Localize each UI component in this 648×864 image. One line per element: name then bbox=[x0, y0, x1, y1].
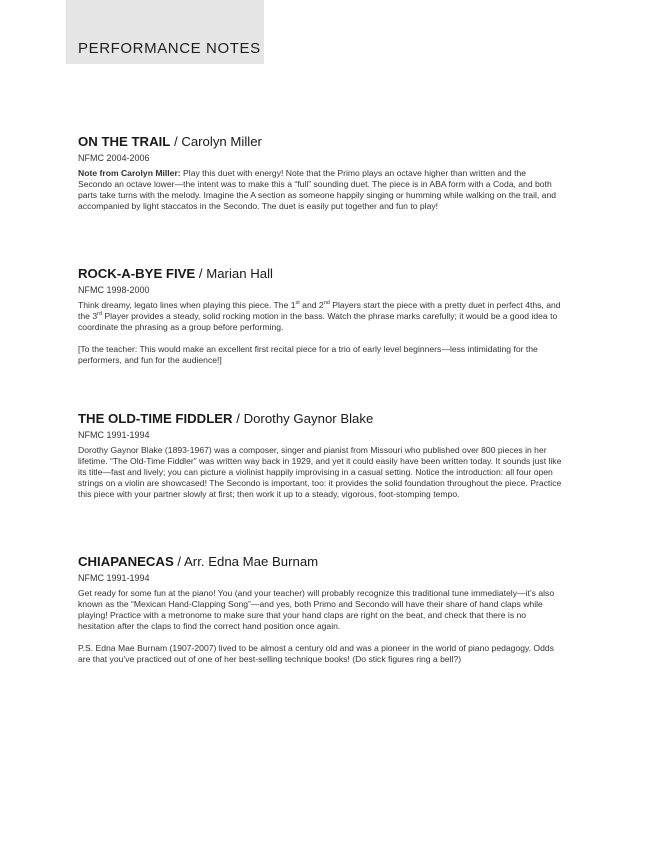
piece-title: ON THE TRAIL bbox=[78, 134, 171, 149]
piece-heading bbox=[78, 266, 562, 282]
heading-separator: / bbox=[195, 266, 207, 281]
piece-heading bbox=[78, 554, 562, 570]
piece-notes: Dorothy Gaynor Blake (1893-1967) was a composer, singer and pianist from Missouri who published over 800 pieces in her lifetime. “The Old-Time Fiddler” was written way back in 1929, and yet it could easily have been written today. It sounds just like its title—fast and lively; you can picture a violinist happily improvising in a casual setting. Notice the introduction: all four open strings on a violin are showcased! The Secondo is important, too: it provides the solid foundation throughout the piece. Practice this piece with your partner slowly at first; then work it up to a steady, vigorous, foot-stomping tempo. bbox=[78, 445, 562, 499]
notes-text: Players start the piece with a pretty duet in perfect 4ths, and the 3 bbox=[78, 300, 561, 321]
piece-on-the-trail bbox=[78, 134, 562, 212]
postscript-note: P.S. Edna Mae Burnam (1907-2007) lived to be almost a century old and was a pioneer in the world of piano pedagogy. Odds are that you’ve practiced out of one of her best-selling technique books! (Do stick figures ring a bell?) bbox=[78, 643, 554, 664]
nfmc-code: NFMC 1998-2000 bbox=[78, 285, 150, 295]
ordinal-suffix: rd bbox=[97, 311, 103, 318]
piece-rock-a-bye-five bbox=[78, 266, 562, 366]
piece-old-time-fiddler bbox=[78, 411, 562, 500]
piece-chiapanecas bbox=[78, 554, 562, 665]
piece-composer: Arr. Edna Mae Burnam bbox=[184, 554, 319, 569]
page-title: PERFORMANCE NOTES bbox=[78, 40, 261, 57]
piece-composer: Marian Hall bbox=[206, 266, 273, 281]
notes-text: Player provides a steady, solid rocking motion in the bass. Watch the phrase marks carefully; it would be a good idea to coordinate the phrasing as a group before performing. bbox=[78, 311, 558, 332]
notes-text: and 2 bbox=[299, 300, 324, 310]
piece-composer: Dorothy Gaynor Blake bbox=[243, 411, 374, 426]
heading-separator: / bbox=[173, 554, 185, 569]
piece-title: CHIAPANECAS bbox=[78, 554, 174, 569]
ordinal-suffix: nd bbox=[323, 300, 330, 307]
teacher-note: [To the teacher: This would make an excellent first recital piece for a trio of early level beginners—less intimidating for the performers, and fun for the audience!] bbox=[78, 344, 538, 365]
notes-text: Think dreamy, legato lines when playing this piece. The 1 bbox=[78, 300, 296, 310]
nfmc-code: NFMC 2004-2006 bbox=[78, 153, 150, 163]
piece-notes bbox=[78, 300, 562, 333]
note-label: Note from Carolyn Miller: bbox=[78, 168, 181, 178]
ordinal-suffix: st bbox=[295, 300, 300, 307]
nfmc-code: NFMC 1991-1994 bbox=[78, 573, 150, 583]
piece-title: THE OLD-TIME FIDDLER bbox=[78, 411, 233, 426]
heading-separator: / bbox=[232, 411, 244, 426]
piece-heading bbox=[78, 134, 562, 150]
nfmc-code: NFMC 1991-1994 bbox=[78, 430, 150, 440]
note-text: Play this duet with energy! Note that the Primo plays an octave higher than written and the Secondo an octave lower—the intent was to make this a “full” sounding duet. The piece is in ABA form with a Coda, and both parts take turns with the melody. Imagine the A section as someone happily singing or humming while walking on the trail, and accompanied by light staccatos in the Secondo. The duet is easily put together and fun to play! bbox=[78, 168, 557, 211]
heading-separator: / bbox=[170, 134, 182, 149]
piece-title: ROCK-A-BYE FIVE bbox=[78, 266, 196, 281]
piece-notes: Get ready for some fun at the piano! You (and your teacher) will probably recognize this traditional tune immediately—it’s also known as the “Mexican Hand-Clapping Song”—and yes, both Primo and Secondo will have their share of hand claps while playing! Practice with a metronome to make sure that your hand claps are right on the beat, and check that there is no hesitation after the claps to find the correct hand position once again. bbox=[78, 588, 555, 631]
piece-composer: Carolyn Miller bbox=[181, 134, 262, 149]
piece-notes bbox=[78, 168, 562, 212]
piece-heading bbox=[78, 411, 562, 427]
